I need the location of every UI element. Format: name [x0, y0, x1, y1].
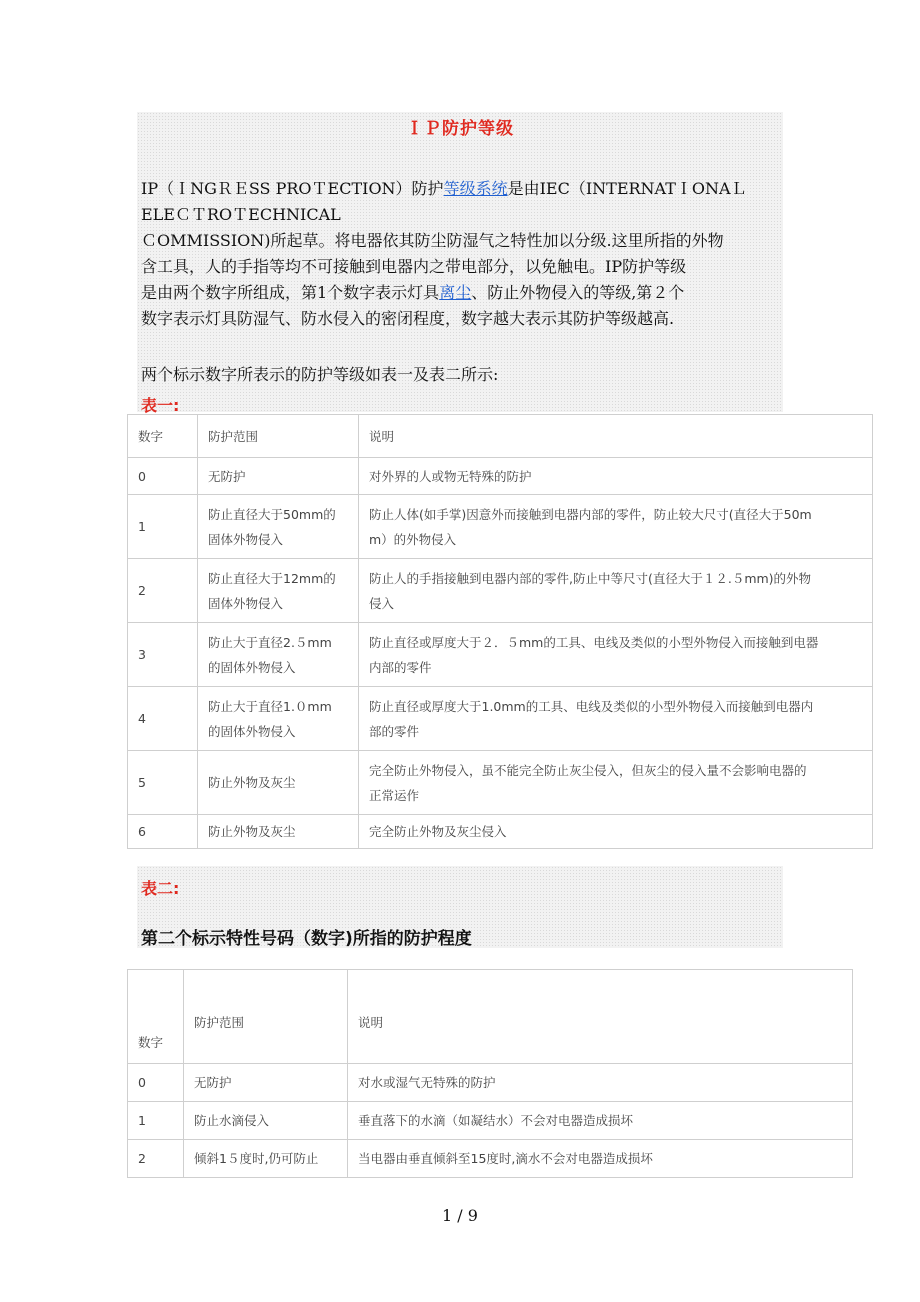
- table-intro: 两个标示数字所表示的防护等级如表一及表二所示:: [141, 365, 499, 384]
- row-range: 防止水滴侵入: [184, 1102, 348, 1140]
- table2-heading-section: [137, 866, 783, 948]
- row-description: 对水或湿气无特殊的防护: [348, 1064, 853, 1102]
- table-row: [128, 559, 873, 623]
- intro-text: IP（ＩNGＲＥSS PROＴECTION）防护: [141, 179, 444, 198]
- table-row: [128, 1064, 853, 1102]
- link-dust[interactable]: 离尘: [439, 283, 472, 302]
- header-number: 数字: [128, 970, 184, 1064]
- row-description: 防止人体(如手掌)因意外而接触到电器内部的零件，防止较大尺寸(直径大于50m m）的外物侵入: [359, 495, 873, 559]
- row-range: 防止外物及灰尘: [198, 815, 359, 849]
- row-number: 5: [128, 751, 198, 815]
- row-description: 完全防止外物侵入，虽不能完全防止灰尘侵入，但灰尘的侵入量不会影响电器的 正常运作: [359, 751, 873, 815]
- row-description: 防止人的手指接触到电器内部的零件,防止中等尺寸(直径大于１２.５mm)的外物 侵入: [359, 559, 873, 623]
- table-row: [128, 1102, 853, 1140]
- document-title: ＩＰ防护等级: [406, 119, 514, 139]
- intro-paragraph: [141, 176, 783, 332]
- row-range: 防止直径大于12mm的 固体外物侵入: [198, 559, 359, 623]
- intro-line-2: ELEＣＴROＴECHNICAL: [141, 205, 341, 224]
- row-range: 无防护: [184, 1064, 348, 1102]
- row-number: 6: [128, 815, 198, 849]
- protection-table-1: [127, 414, 873, 849]
- row-number: 2: [128, 1140, 184, 1178]
- header-description: 说明: [359, 415, 873, 458]
- row-description: 当电器由垂直倾斜至15度时,滴水不会对电器造成损坏: [348, 1140, 853, 1178]
- table2-label: 表二:: [141, 879, 180, 898]
- row-number: 1: [128, 1102, 184, 1140]
- row-range: 防止外物及灰尘: [198, 751, 359, 815]
- header-range: 防护范围: [184, 970, 348, 1064]
- table-row: [128, 815, 873, 849]
- row-number: 2: [128, 559, 198, 623]
- row-number: 4: [128, 687, 198, 751]
- row-range: 倾斜1５度时,仍可防止: [184, 1140, 348, 1178]
- row-number: 3: [128, 623, 198, 687]
- row-description: 防止直径或厚度大于1.0mm的工具、电线及类似的小型外物侵入而接触到电器内 部的零件: [359, 687, 873, 751]
- table-header-row: [128, 415, 873, 458]
- table2-title: 第二个标示特性号码（数字)所指的防护程度: [141, 929, 472, 949]
- intro-text: 是由IEC（INTERNATＩONAＬ: [507, 179, 747, 198]
- intro-text: 是由两个数字所组成，第1个数字表示灯具: [141, 283, 440, 302]
- row-description: 垂直落下的水滴（如凝结水）不会对电器造成损坏: [348, 1102, 853, 1140]
- table-row: [128, 751, 873, 815]
- row-description: 防止直径或厚度大于２．５mm的工具、电线及类似的小型外物侵入而接触到电器 内部的零件: [359, 623, 873, 687]
- table-row: [128, 623, 873, 687]
- page-number: 1 / 9: [442, 1206, 478, 1225]
- header-description: 说明: [348, 970, 853, 1064]
- table-row: [128, 1140, 853, 1178]
- row-range: 防止大于直径2.５mm 的固体外物侵入: [198, 623, 359, 687]
- header-range: 防护范围: [198, 415, 359, 458]
- table-header-row: [128, 970, 853, 1064]
- intro-section: [137, 112, 783, 415]
- row-description: 完全防止外物及灰尘侵入: [359, 815, 873, 849]
- protection-table-2: [127, 969, 853, 1178]
- table-row: [128, 687, 873, 751]
- row-range: 防止大于直径1.０mm 的固体外物侵入: [198, 687, 359, 751]
- row-number: 0: [128, 458, 198, 495]
- row-number: 1: [128, 495, 198, 559]
- header-number: 数字: [128, 415, 198, 458]
- intro-line-6: 数字表示灯具防湿气、防水侵入的密闭程度，数字越大表示其防护等级越高.: [141, 309, 675, 328]
- table-row: [128, 495, 873, 559]
- row-description: 对外界的人或物无特殊的防护: [359, 458, 873, 495]
- intro-line-5: [141, 280, 783, 306]
- intro-line-4: 含工具，人的手指等均不可接触到电器内之带电部分，以免触电。IP防护等级: [141, 257, 687, 276]
- row-number: 0: [128, 1064, 184, 1102]
- table1-label: 表一:: [141, 396, 180, 415]
- intro-line-3: ＣOMMISSION)所起草。将电器依其防尘防湿气之特性加以分级.这里所指的外物: [141, 231, 724, 250]
- intro-text: 、防止外物侵入的等级,第２个: [471, 283, 685, 302]
- row-range: 无防护: [198, 458, 359, 495]
- link-grade-system[interactable]: 等级系统: [443, 179, 508, 198]
- table-row: [128, 458, 873, 495]
- intro-line-1: [141, 176, 783, 202]
- row-range: 防止直径大于50mm的 固体外物侵入: [198, 495, 359, 559]
